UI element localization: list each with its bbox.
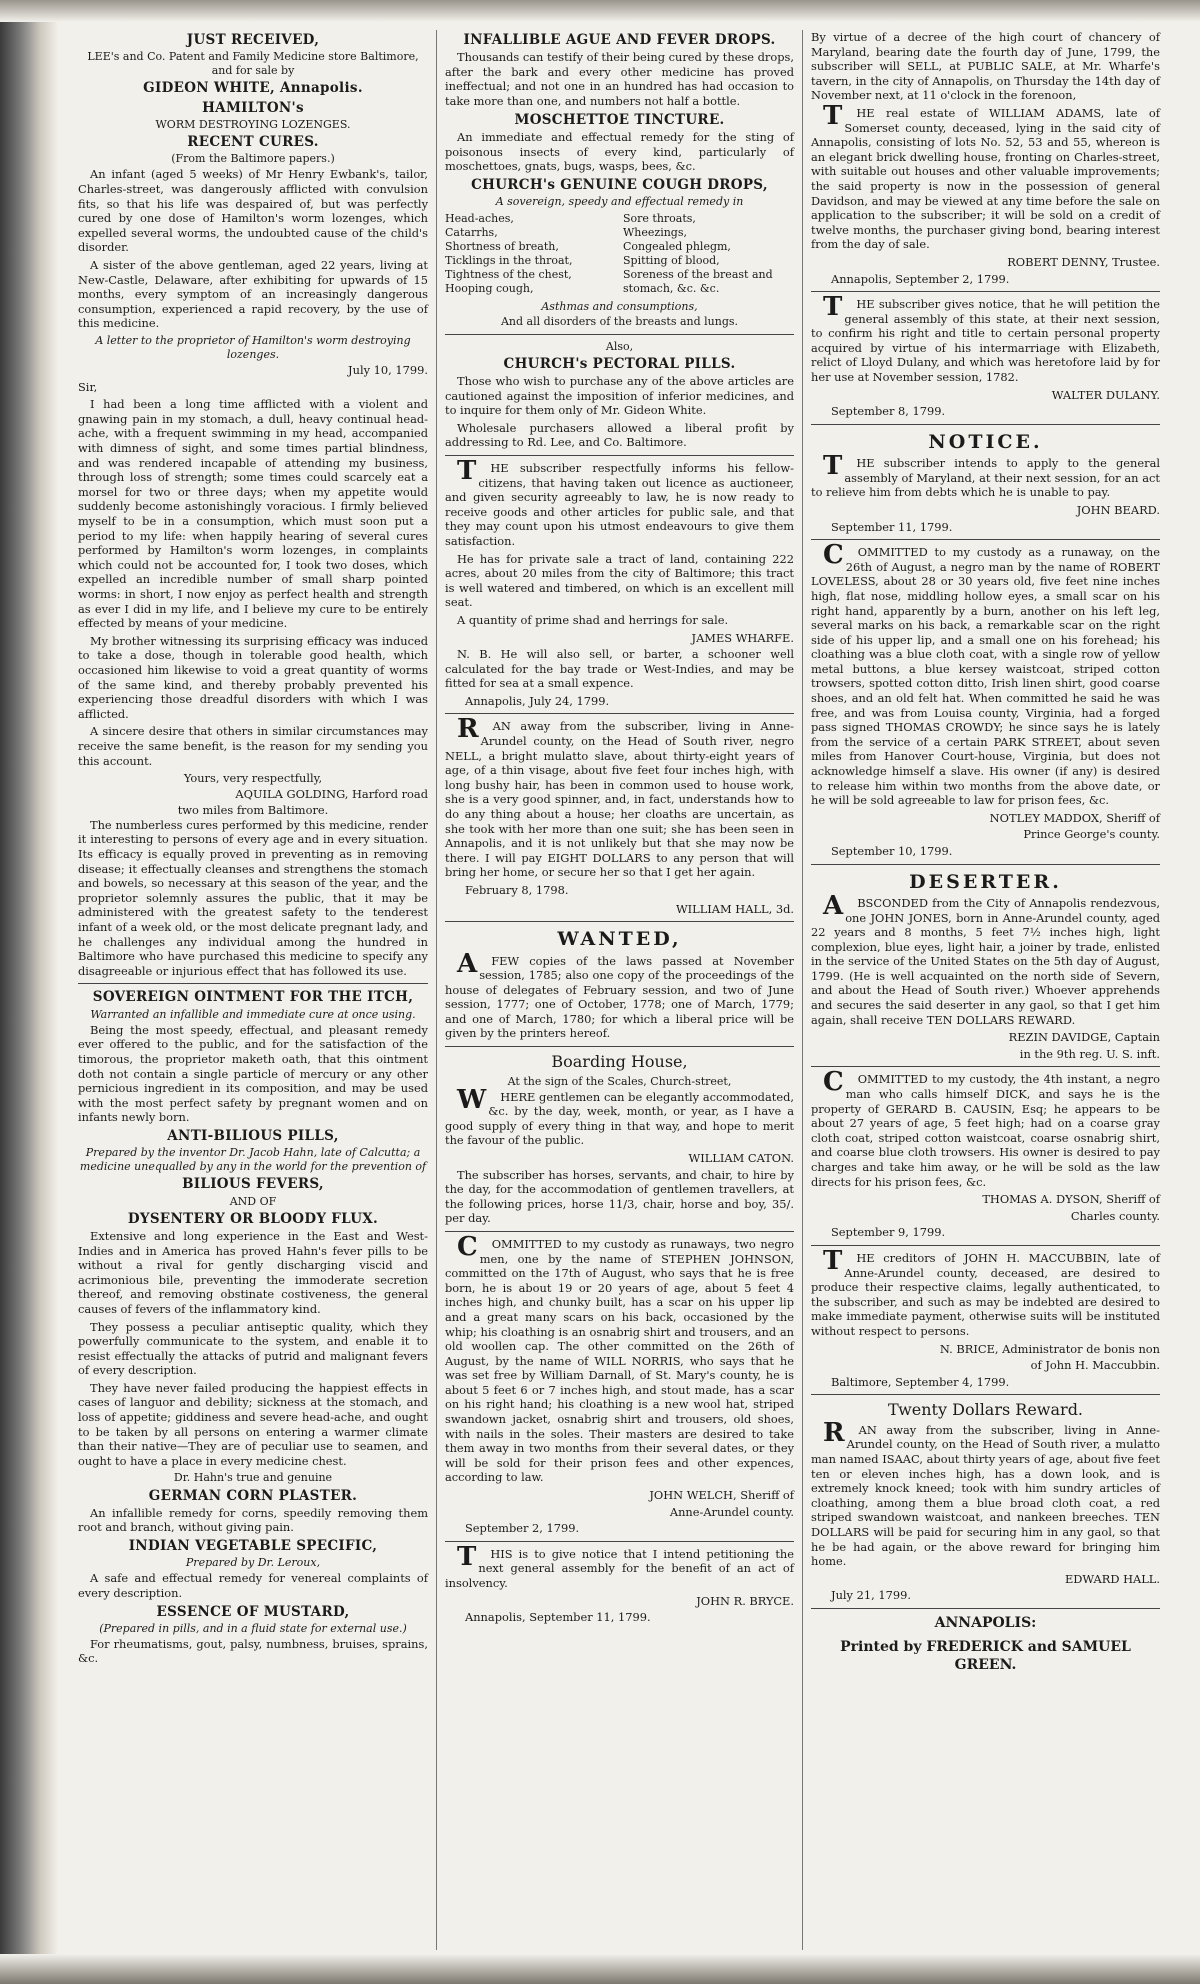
paragraph: N. B. He will also sell, or barter, a schooner well calculated for the bay trade or West-Indies, and may be fitted for sea at a small expence. xyxy=(445,647,794,691)
dateline: Annapolis, September 2, 1799. xyxy=(831,271,1010,286)
signature: JOHN WELCH, Sheriff of xyxy=(649,1488,794,1503)
dateline: September 11, 1799. xyxy=(831,519,953,534)
list-item: Soreness of the breast and xyxy=(623,268,773,282)
paragraph: THE subscriber respectfully informs his fellow-citizens, that having taken out licence as auctioneer, and given security agreeably to law, he is now ready to receive goods and other articles for public sale, and that they may count upon his utmost endeavours to give them satisfaction. xyxy=(445,455,794,548)
signature-address: two miles from Baltimore. xyxy=(177,803,329,818)
paragraph: My brother witnessing its surprising efficacy was induced to take a dose, though in tolerable good health, which occasioned him likewise to void a great quantity of worms of the same kind, and thereby probably prevented his experiencing those dreadful disorders with which I was afflicted. xyxy=(78,633,428,721)
ailments-list xyxy=(445,210,794,298)
divider xyxy=(445,334,794,335)
letter-heading: A letter to the proprietor of Hamilton's worm destroying lozenges. xyxy=(95,333,411,361)
imprint-city: ANNAPOLIS: xyxy=(934,1614,1037,1631)
divider xyxy=(811,864,1160,865)
divider xyxy=(811,539,1160,540)
closing: Yours, very respectfully, xyxy=(183,771,323,786)
divider xyxy=(445,713,794,714)
paragraph: COMMITTED to my custody as runaways, two negro men, one by the name of STEPHEN JOHNSON, committed on the 17th of August, who says that he is free born, he is about 19 or 20 years of age, about 5 feet 4 inches high, and chunky built, has a scar on his upper lip and a great many scars on his back, occasioned by the whip; his cloathing is an osnabrig shirt and trousers, and an old woollen cap. The other committed on the 26th of August, by the name of WILL NORRIS, who says that he was set free by William Darnall, of St. Mary's county, he is about 5 feet 6 or 7 inches high, and stout made, has a scar on his right hand; his cloathing is a new wool hat, striped swandown jacket, osnabrig shirt and trousers, old shoes, with nails in the soles. Their masters are desired to take them away in two months from their several dates, or they will be sold for their prison fees and other expences, according to law. xyxy=(445,1231,794,1485)
paragraph: COMMITTED to my custody as a runaway, on the 26th of August, a negro man by the name of ROBERT LOVELESS, about 28 or 30 years old, five feet nine inches high, flat nose, middling hollow eyes, a small scar on his right hand, apparently by a burn, another on his left leg, several marks on his back, a remarkable scar on the right side of his upper lip, and a small one on his forehead; his cloathing was a blue cloth coat, with a single row of yellow metal buttons, a blue kersey waistcoat, striped cotton trowsers, spotted cotton ditto, Irish linen shirt, good coarse shoes, and an old felt hat. When committed he said he was free, and was from Louisa county, Virginia, had a forged pass signed THOMAS CROWDY; he since says he is lately from the service of a certain PARK STREET, about seven miles from Hanover Court-house, Virginia, but does not acknowledge himself a slave. His owner (if any) is desired to release him within two months from the above date, or he will be sold agreeable to law for prison fees, &c. xyxy=(811,540,1160,808)
paragraph: Those who wish to purchase any of the above articles are cautioned against the imposition of inferior medicines, and to inquire for them only of Mr. Gideon White. xyxy=(445,374,794,418)
list-item: Head-aches, xyxy=(445,212,514,226)
hamilton-heading: HAMILTON's xyxy=(202,99,304,116)
divider xyxy=(811,1066,1160,1067)
reward-heading: Twenty Dollars Reward. xyxy=(887,1400,1084,1420)
signature-county: Anne-Arundel county. xyxy=(669,1504,794,1519)
signature-estate: of John H. Maccubbin. xyxy=(1030,1358,1160,1373)
divider xyxy=(445,1046,794,1047)
paragraph: ABSCONDED from the City of Annapolis rendezvous, one JOHN JONES, born in Anne-Arundel county, aged 22 years and 8 months, 5 feet 7½ inches high, light complexion, blue eyes, light hair, a joiner by trade, enlisted in the service of the United States on the 5th day of August, 1799. (He is well acquainted on the north side of Severn, and about the Head of South river.) Whoever apprehends and secures the said deserter in any gaol, so that I get him again, shall receive TEN DOLLARS REWARD. xyxy=(811,890,1160,1027)
list-item: Shortness of breath, xyxy=(445,240,559,254)
corn-plaster-intro: Dr. Hahn's true and genuine xyxy=(173,1471,333,1485)
divider xyxy=(811,291,1160,292)
mustard-heading: ESSENCE OF MUSTARD, xyxy=(156,1603,350,1620)
signature: NOTLEY MADDOX, Sheriff of xyxy=(989,810,1160,825)
paragraph: They possess a peculiar antiseptic quality, which they powerfully communicate to the system, and enable it to resist effectually the attacks of putrid and malignant fevers of every description. xyxy=(78,1319,428,1378)
pectoral-pills-heading: CHURCH's PECTORAL PILLS. xyxy=(503,355,736,372)
paragraph: WHERE gentlemen can be elegantly accommodated, &c. by the day, week, month, or year, as I have a good supply of every thing in that way, and hope to merit the favour of the public. xyxy=(445,1084,794,1148)
paragraph: THIS is to give notice that I intend petitioning the next general assembly for the benefit of an act of insolvency. xyxy=(445,1541,794,1591)
dateline: September 2, 1799. xyxy=(465,1521,580,1536)
signature: WILLIAM CATON. xyxy=(688,1150,794,1165)
signature: THOMAS A. DYSON, Sheriff of xyxy=(982,1192,1160,1207)
cough-drops-subtitle: A sovereign, speedy and effectual remedy in xyxy=(495,194,744,208)
paragraph: A sister of the above gentleman, aged 22 years, living at New-Castle, Delaware, after exhibiting for upwards of 15 months, every symptom of an increasingly dangerous consumption, experienced a rapid recovery, by the use of this medicine. xyxy=(78,257,428,331)
paragraph: For rheumatisms, gout, palsy, numbness, bruises, sprains, &c. xyxy=(78,1636,428,1666)
signature: EDWARD HALL. xyxy=(1064,1571,1160,1586)
bottom-edge xyxy=(0,1954,1200,1984)
and-of: AND OF xyxy=(229,1194,277,1208)
list-item: Spitting of blood, xyxy=(623,254,720,268)
dateline: July 21, 1799. xyxy=(831,1588,911,1603)
bilious-fevers-heading: BILIOUS FEVERS, xyxy=(182,1176,324,1193)
divider xyxy=(445,455,794,456)
list-item: Catarrhs, xyxy=(445,226,498,240)
dateline: Annapolis, July 24, 1799. xyxy=(465,693,610,708)
signature: WILLIAM HALL, 3d. xyxy=(675,901,794,916)
divider xyxy=(78,983,428,984)
paragraph: THE subscriber gives notice, that he will petition the general assembly of this state, at their next session, to confirm his right and title to certain personal property acquired by virtue of his intermarriage with Elizabeth, relict of Lloyd Dulany, and which was heretofore laid by for her use at November session, 1782. xyxy=(811,292,1160,385)
ailments-left xyxy=(445,212,616,296)
ague-drops-heading: INFALLIBLE AGUE AND FEVER DROPS. xyxy=(463,32,776,48)
divider xyxy=(811,1608,1160,1609)
also-label: Also, xyxy=(605,339,634,353)
dysentery-heading: DYSENTERY OR BLOODY FLUX. xyxy=(127,1210,379,1227)
advert-subtitle: LEE's and Co. Patent and Family Medicine store Baltimore, and for sale by xyxy=(87,50,419,78)
boarding-house-subtitle: At the sign of the Scales, Church-street, xyxy=(507,1074,732,1088)
paragraph: COMMITTED to my custody, the 4th instant, a negro man who calls himself DICK, and says he is the property of GERARD B. CAUSIN, Esq; he appears to be about 27 years of age, 5 feet high; had on a coarse gray cloth coat, striped cotton waistcoat, coarse osnabrig shirt, and coarse blue cloth trowsers. His owner is desired to pay charges and take him away, or he will be sold as the law directs for his prison fees, &c. xyxy=(811,1067,1160,1189)
deserter-heading: DESERTER. xyxy=(909,870,1062,893)
signature-county: Charles county. xyxy=(1070,1208,1160,1223)
paragraph: THE creditors of JOHN H. MACCUBBIN, late of Anne-Arundel county, deceased, are desired to produce their respective claims, legally authenticated, to the subscriber, and such as may be indebted are desired to make immediate payment, otherwise suits will be instituted without respect to persons. xyxy=(811,1245,1160,1338)
wanted-heading: WANTED, xyxy=(557,928,682,951)
paragraph: AFEW copies of the laws passed at November session, 1785; also one copy of the proceedings of the house of delegates of February session, and two of June session, 1777; one of October, 1778; one of March, 1779; and one of March, 1780; for which a liberal price will be given by the printers hereof. xyxy=(445,948,794,1041)
signature: ROBERT DENNY, Trustee. xyxy=(1007,254,1160,269)
cough-drops-heading: CHURCH's GENUINE COUGH DROPS, xyxy=(471,176,768,193)
dateline: Baltimore, September 4, 1799. xyxy=(831,1374,1010,1389)
advert-heading: JUST RECEIVED, xyxy=(186,32,320,48)
list-item: Hooping cough, xyxy=(445,282,534,296)
salutation: Sir, xyxy=(78,379,98,394)
signature: WALTER DULANY. xyxy=(1051,387,1160,402)
list-item: Sore throats, xyxy=(623,212,696,226)
signature: JAMES WHARFE. xyxy=(691,630,794,645)
seller-name: GIDEON WHITE, Annapolis. xyxy=(143,80,363,97)
paragraph: RAN away from the subscriber, living in Anne-Arundel county, on the Head of South river, a mulatto man named ISAAC, about thirty years of age, about five feet ten or eleven inches high, has a down look, and is extremely knock kneed; took with him sundry articles of cloathing, among them a blue broad cloth coat, a red striped swandown waistcoat, and nankeen breeches. TEN DOLLARS will be paid for securing him in any gaol, so that he be had again, or the above reward for bringing him home. xyxy=(811,1417,1160,1569)
divider xyxy=(811,424,1160,425)
paragraph: An immediate and effectual remedy for the sting of poisonous insects of every kind, particularly of moschettoes, gnats, bugs, wasps, bees, &c. xyxy=(445,129,794,174)
signature: JOHN R. BRYCE. xyxy=(696,1593,794,1608)
vegetable-specific-subtitle: Prepared by Dr. Leroux, xyxy=(185,1556,321,1570)
list-item: stomach, &c. &c. xyxy=(623,282,720,296)
moschettoe-heading: MOSCHETTOE TINCTURE. xyxy=(514,111,725,128)
ointment-heading: SOVEREIGN OINTMENT FOR THE ITCH, xyxy=(92,989,414,1006)
paragraph: He has for private sale a tract of land, containing 222 acres, about 20 miles from the city of Baltimore; this tract is well watered and timbered, on which is an excellent mill seat. xyxy=(445,551,794,610)
divider xyxy=(445,1541,794,1542)
paragraph: A safe and effectual remedy for venereal complaints of every description. xyxy=(78,1571,428,1600)
anti-bilious-subtitle: Prepared by the inventor Dr. Jacob Hahn, late of Calcutta; a medicine unequalled by any in the world for the prevention of xyxy=(79,1146,427,1174)
divider xyxy=(811,1245,1160,1246)
paragraph: THE real estate of WILLIAM ADAMS, late of Somerset county, deceased, lying in the said city of Annapolis, consisting of lots No. 52, 53 and 55, whereon is an elegant brick dwelling house, fronting on Charles-street, with suitable out houses and other valuable improvements; the said property is now in the possession of general Davidson, and may be viewed at any time before the sale on application to the subscriber; it will be sold on a credit of twelve months, the purchaser giving bond, bearing interest from the day of sale. xyxy=(811,100,1160,252)
column-1 xyxy=(70,30,436,1950)
vegetable-specific-heading: INDIAN VEGETABLE SPECIFIC, xyxy=(128,1537,378,1554)
all-disorders-line: And all disorders of the breasts and lungs. xyxy=(500,314,739,328)
signature-county: Prince George's county. xyxy=(1023,827,1160,842)
paragraph: The numberless cures performed by this medicine, render it interesting to persons of every age and in every situation. Its efficacy is equally proved in preventing as in removing disease; it effectually cleanses and strengthens the stomach and bowels, so necessary at this season of the year, and the proprietor solemnly assures the public, that it may be administered with the greatest safety to the tenderest infant of a week old, or the most delicate pregnant lady, and he challenges any individual among the hundred in Baltimore who have purchased this medicine to specify any disagreeable or injurious effect that has followed its use. xyxy=(78,817,428,978)
dateline: September 10, 1799. xyxy=(831,844,953,858)
column-2 xyxy=(436,30,802,1950)
paragraph: An infallible remedy for corns, speedily removing them root and branch, without giving pain. xyxy=(78,1505,428,1535)
divider xyxy=(445,1231,794,1232)
signature: AQUILA GOLDING, Harford road xyxy=(235,786,428,801)
dateline: September 8, 1799. xyxy=(831,404,946,419)
list-item: Congealed phlegm, xyxy=(623,240,731,254)
paragraph: The subscriber has horses, servants, and chair, to hire by the day, for the accommodation of gentlemen travellers, at the following prices, horse 11/3, chair, horse and boy, 35/. per day. xyxy=(445,1167,794,1226)
anti-bilious-heading: ANTI-BILIOUS PILLS, xyxy=(167,1127,339,1144)
divider xyxy=(445,921,794,922)
ailments-right xyxy=(623,212,794,296)
paragraph: A sincere desire that others in similar circumstances may receive the same benefit, is the reason for my sending you this account. xyxy=(78,724,428,768)
paragraph: Extensive and long experience in the East and West-Indies and in America has proved Hahn's fever pills to be without a rival for gently discharging viscid and acrimonious bile, preventing the immoderate secretion thereof, and removing obstinate costiveness, the general causes of fevers of the inflammatory kind. xyxy=(78,1228,428,1316)
signature: JOHN BEARD. xyxy=(1076,502,1160,517)
page-binding-shadow xyxy=(0,0,58,1984)
signature: REZIN DAVIDGE, Captain xyxy=(1008,1030,1160,1045)
top-edge xyxy=(0,0,1200,22)
signature: N. BRICE, Administrator de bonis non xyxy=(939,1341,1160,1356)
divider xyxy=(811,1394,1160,1395)
ointment-subtitle: Warranted an infallible and immediate cure at once using. xyxy=(90,1007,416,1021)
paragraph: THE subscriber intends to apply to the general assembly of Maryland, at their next session, for an act to relieve him from debts which he is unable to pay. xyxy=(811,451,1160,500)
paragraph: Being the most speedy, effectual, and pleasant remedy ever offered to the public, and for the satisfaction of the timorous, the proprietor maketh oath, that this ointment doth not contain a single particle of mercury or any other pernicious ingredient in its composition, and may be used with the most perfect safety by pregnant women and on infants newly born. xyxy=(78,1022,428,1125)
paragraph: By virtue of a decree of the high court of chancery of Maryland, bearing date the fourth day of June, 1799, the subscriber will SELL, at PUBLIC SALE, at Mr. Wharfe's tavern, in the city of Annapolis, on Thursday the 14th day of November next, at 11 o'clock in the forenoon, xyxy=(811,30,1160,103)
column-3 xyxy=(802,30,1168,1950)
list-item: Ticklings in the throat, xyxy=(445,254,573,268)
list-item: Tightness of the chest, xyxy=(445,268,572,282)
list-item: Wheezings, xyxy=(623,226,687,240)
boarding-house-heading: Boarding House, xyxy=(551,1052,688,1072)
letter-date: July 10, 1799. xyxy=(348,363,428,378)
paragraph: They have never failed producing the happiest effects in cases of languor and debility; sickness at the stomach, and loss of appetite; giddiness and severe head-ache, and ought to be taken by all persons on entering a warmer climate than their native—They are of peculiar use to seamen, and ought to have a place in every medicine chest. xyxy=(78,1380,428,1468)
imprint-printer: Printed by FREDERICK and SAMUEL GREEN. xyxy=(840,1638,1131,1673)
source-note: (From the Baltimore papers.) xyxy=(171,152,335,166)
dateline: September 9, 1799. xyxy=(831,1225,946,1240)
mustard-subtitle: (Prepared in pills, and in a fluid state for external use.) xyxy=(99,1621,407,1635)
paragraph: A quantity of prime shad and herrings for sale. xyxy=(457,612,729,627)
newspaper-page xyxy=(70,30,1190,1950)
worm-lozenges-heading: WORM DESTROYING LOZENGES. xyxy=(155,117,351,131)
paragraph: RAN away from the subscriber, living in Anne-Arundel county, on the Head of South river, negro NELL, a bright mulatto slave, about thirty-eight years of age, of a thin visage, about five feet four inches high, with long bushy hair, has been in common used to house work, she is a very good spinner, and, in fact, understands how to do any thing about a house; her cloaths are uncertain, as she took with her more than one suit; she has been seen in Annapolis, and it is not unlikely but that she may now be there. I will pay EIGHT DOLLARS to any person that will bring her home, or secure her so that I get her again. xyxy=(445,714,794,880)
notice-heading: NOTICE. xyxy=(928,430,1043,453)
recent-cures-heading: RECENT CURES. xyxy=(187,134,319,151)
paragraph: Wholesale purchasers allowed a liberal profit by addressing to Rd. Lee, and Co. Baltimore. xyxy=(445,420,794,450)
dateline: February 8, 1798. xyxy=(465,883,569,897)
paragraph: An infant (aged 5 weeks) of Mr Henry Ewbank's, tailor, Charles-street, was dangerously afflicted with convulsion fits, so that his life was despaired of, but was perfectly cured by one dose of Hamilton's worm lozenges, which expelled several worms, the undoubted cause of the child's disorder. xyxy=(78,167,428,255)
paragraph: Thousands can testify of their being cured by these drops, after the bark and every other medicine has proved ineffectual; and not one in an hundred has had occasion to take more than one, and numbers not half a bottle. xyxy=(445,50,794,109)
signature-regiment: in the 9th reg. U. S. inft. xyxy=(1019,1046,1160,1061)
paragraph: I had been a long time afflicted with a violent and gnawing pain in my stomach, a dull, heavy continual head-ache, with a frequent swimming in my head, accompanied with dimness of sight, and some times partial blindness, and was rendered incapable of attending my business, through loss of strength; some times could scarcely eat a morsel for two or three days; when my appetite would suddenly become astonishingly voracious. I firmly believed myself to be in a consumption, which must soon put a period to my life: when happily hearing of several cures performed by Hamilton's worm lozenges, in complaints which could not be accounted for, I took two doses, which expelled an incredible number of small sharp pointed worms: in short, I now enjoy as perfect health and strength as ever I did in my life, and I believe my cure to be entirely effected by means of your medicine. xyxy=(78,397,428,631)
asthmas-line: Asthmas and consumptions, xyxy=(541,299,698,313)
dateline: Annapolis, September 11, 1799. xyxy=(465,1610,651,1625)
corn-plaster-heading: GERMAN CORN PLASTER. xyxy=(148,1487,358,1504)
